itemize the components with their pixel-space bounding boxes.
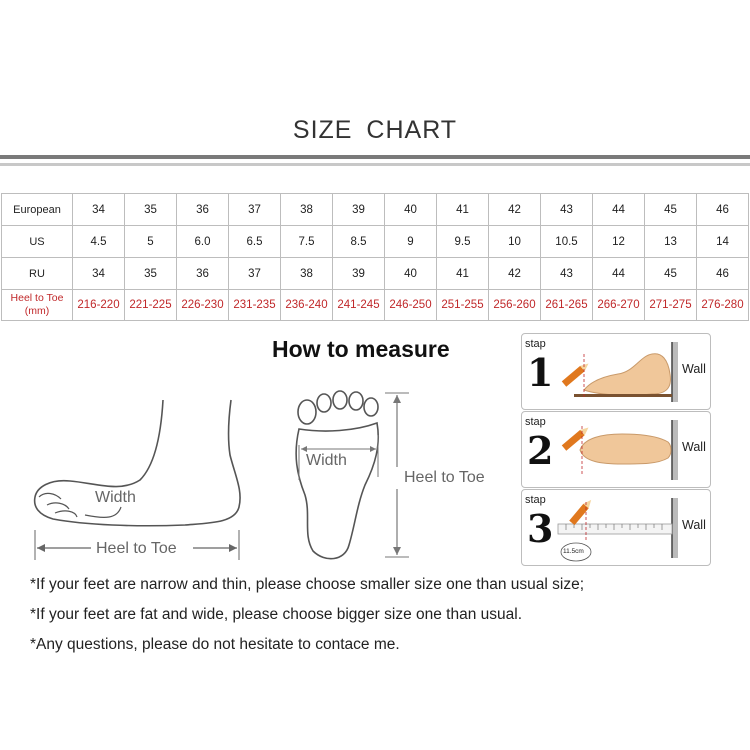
table-cell: 7.5 <box>281 226 333 258</box>
table-cell: 34 <box>73 194 125 226</box>
table-cell: 36 <box>177 194 229 226</box>
side-foot-outline <box>35 400 240 526</box>
table-cell: 41 <box>437 194 489 226</box>
sole-foot-diagram <box>285 385 415 565</box>
table-cell: 41 <box>437 258 489 290</box>
title-divider <box>0 155 750 159</box>
step-1-label: stap <box>525 338 546 350</box>
table-cell: 38 <box>281 258 333 290</box>
note-questions: *Any questions, please do not hesitate to contace me. <box>30 636 400 653</box>
table-cell: 42 <box>489 258 541 290</box>
table-cell: 216-220 <box>73 290 125 321</box>
ruler-measurement-label: 11.5cm <box>563 548 584 555</box>
sole-width-label: Width <box>306 452 347 469</box>
table-cell: 40 <box>385 194 437 226</box>
table-cell: 226-230 <box>177 290 229 321</box>
table-cell: 43 <box>541 258 593 290</box>
step-3-number: 3 <box>527 506 554 551</box>
table-cell: 4.5 <box>73 226 125 258</box>
sole-outline <box>296 423 378 559</box>
how-to-measure-heading: How to measure <box>272 336 450 362</box>
table-cell: 256-260 <box>489 290 541 321</box>
table-row <box>2 290 749 321</box>
table-cell: 38 <box>281 194 333 226</box>
step-3-panel <box>521 489 711 566</box>
table-cell: 35 <box>125 258 177 290</box>
table-cell: 39 <box>333 258 385 290</box>
table-cell: 44 <box>593 194 645 226</box>
table-cell: 266-270 <box>593 290 645 321</box>
row-label: US <box>2 226 73 258</box>
row-label: Heel to Toe (mm) <box>2 290 73 321</box>
table-cell: 221-225 <box>125 290 177 321</box>
table-cell: 8.5 <box>333 226 385 258</box>
table-cell: 10.5 <box>541 226 593 258</box>
step-1-number: 1 <box>527 350 554 395</box>
table-cell: 45 <box>645 258 697 290</box>
table-cell: 46 <box>697 194 749 226</box>
table-cell: 42 <box>489 194 541 226</box>
step-1-wall-label: Wall <box>682 362 706 376</box>
table-cell: 34 <box>73 258 125 290</box>
table-cell: 46 <box>697 258 749 290</box>
step-2-wall-label: Wall <box>682 440 706 454</box>
step-3-wall-label: Wall <box>682 518 706 532</box>
table-cell: 39 <box>333 194 385 226</box>
table-cell: 261-265 <box>541 290 593 321</box>
note-wide-feet: *If your feet are fat and wide, please choose bigger size one than usual. <box>30 606 523 623</box>
table-cell: 6.5 <box>229 226 281 258</box>
table-cell: 44 <box>593 258 645 290</box>
table-cell: 231-235 <box>229 290 281 321</box>
table-cell: 6.0 <box>177 226 229 258</box>
table-cell: 10 <box>489 226 541 258</box>
table-cell: 236-240 <box>281 290 333 321</box>
table-cell: 37 <box>229 194 281 226</box>
step-2-number: 2 <box>527 428 554 473</box>
step-1-panel <box>521 333 711 410</box>
step-2-panel <box>521 411 711 488</box>
table-cell: 14 <box>697 226 749 258</box>
table-cell: 45 <box>645 194 697 226</box>
table-cell: 36 <box>177 258 229 290</box>
size-table <box>1 193 749 321</box>
side-heel-to-toe-label: Heel to Toe <box>96 540 177 557</box>
note-narrow-feet: *If your feet are narrow and thin, please choose smaller size one than usual size; <box>30 576 585 593</box>
table-cell: 9 <box>385 226 437 258</box>
table-row <box>2 258 749 290</box>
table-cell: 43 <box>541 194 593 226</box>
table-cell: 276-280 <box>697 290 749 321</box>
table-cell: 35 <box>125 194 177 226</box>
row-label: RU <box>2 258 73 290</box>
step-2-label: stap <box>525 416 546 428</box>
side-width-label: Width <box>95 489 136 506</box>
table-cell: 246-250 <box>385 290 437 321</box>
table-cell: 5 <box>125 226 177 258</box>
table-cell: 251-255 <box>437 290 489 321</box>
table-cell: 13 <box>645 226 697 258</box>
page-title: SIZE CHART <box>292 116 458 144</box>
title-divider-light <box>0 163 750 166</box>
sole-heel-to-toe-label: Heel to Toe <box>404 469 485 486</box>
table-cell: 37 <box>229 258 281 290</box>
table-cell: 9.5 <box>437 226 489 258</box>
table-cell: 12 <box>593 226 645 258</box>
table-row <box>2 194 749 226</box>
notes-list <box>30 575 584 665</box>
table-row <box>2 226 749 258</box>
table-cell: 40 <box>385 258 437 290</box>
row-label: European <box>2 194 73 226</box>
table-cell: 271-275 <box>645 290 697 321</box>
step-3-label: stap <box>525 494 546 506</box>
table-cell: 241-245 <box>333 290 385 321</box>
